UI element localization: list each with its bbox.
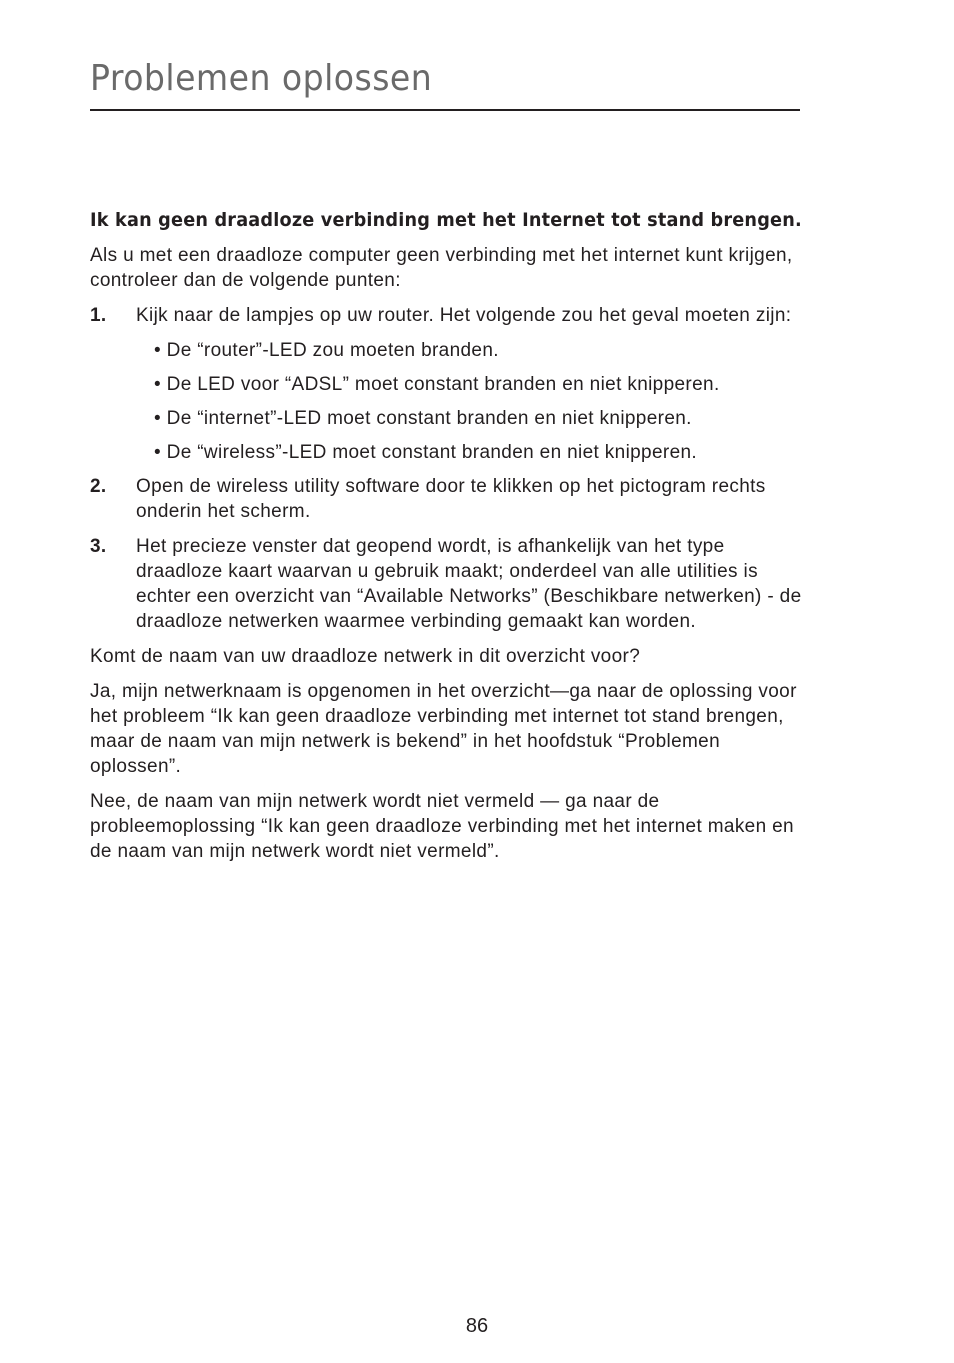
section-heading: Ik kan geen draadloze verbinding met het Internet tot stand brengen. xyxy=(90,209,802,231)
step-text: Open de wireless utility software door te klikken op het pictogram rechts onderin het scherm. xyxy=(136,476,766,522)
list-item: • De “wireless”-LED moet constant branden en niet knipperen. xyxy=(154,442,698,463)
page-title: Problemen oplossen xyxy=(90,58,433,99)
page-number: 86 xyxy=(465,1315,489,1337)
question-paragraph: Komt de naam van uw draadloze netwerk in dit overzicht voor? xyxy=(90,646,641,667)
led-check-list xyxy=(90,338,802,465)
list-item: • De “router”-LED zou moeten branden. xyxy=(154,340,499,361)
step-number: 1. xyxy=(90,305,107,326)
step-text: Het precieze venster dat geopend wordt, is afhankelijk van het type draadloze kaart waarvan u gebruik maakt; onderdeel van alle utilities is echter een overzicht van “Available Networks” (Beschikbare netwerken) - de draadloze netwerken waarmee verbinding gemaakt kan worden. xyxy=(136,536,802,632)
step-3 xyxy=(90,534,802,634)
list-item: • De LED voor “ADSL” moet constant branden en niet knipperen. xyxy=(154,374,720,395)
answer-yes-paragraph: Ja, mijn netwerknaam is opgenomen in het overzicht—ga naar de oplossing voor het probleem “Ik kan geen draadloze verbinding met internet tot stand brengen, maar de naam van mijn netwerk is bekend” in het hoofdstuk “Problemen oplossen”. xyxy=(90,681,797,777)
main-content xyxy=(90,208,802,874)
step-2 xyxy=(90,474,802,524)
title-rule xyxy=(90,109,800,111)
step-number: 2. xyxy=(90,476,107,497)
step-number: 3. xyxy=(90,536,107,557)
step-1 xyxy=(90,303,802,328)
list-item: • De “internet”-LED moet constant branden en niet knipperen. xyxy=(154,408,692,429)
answer-no-paragraph: Nee, de naam van mijn netwerk wordt niet vermeld — ga naar de probleemoplossing “Ik kan geen draadloze verbinding met het internet maken en de naam van mijn netwerk wordt niet vermeld”. xyxy=(90,791,794,862)
step-text: Kijk naar de lampjes op uw router. Het volgende zou het geval moeten zijn: xyxy=(136,305,792,326)
intro-paragraph: Als u met een draadloze computer geen verbinding met het internet kunt krijgen, controleer dan de volgende punten: xyxy=(90,245,793,291)
